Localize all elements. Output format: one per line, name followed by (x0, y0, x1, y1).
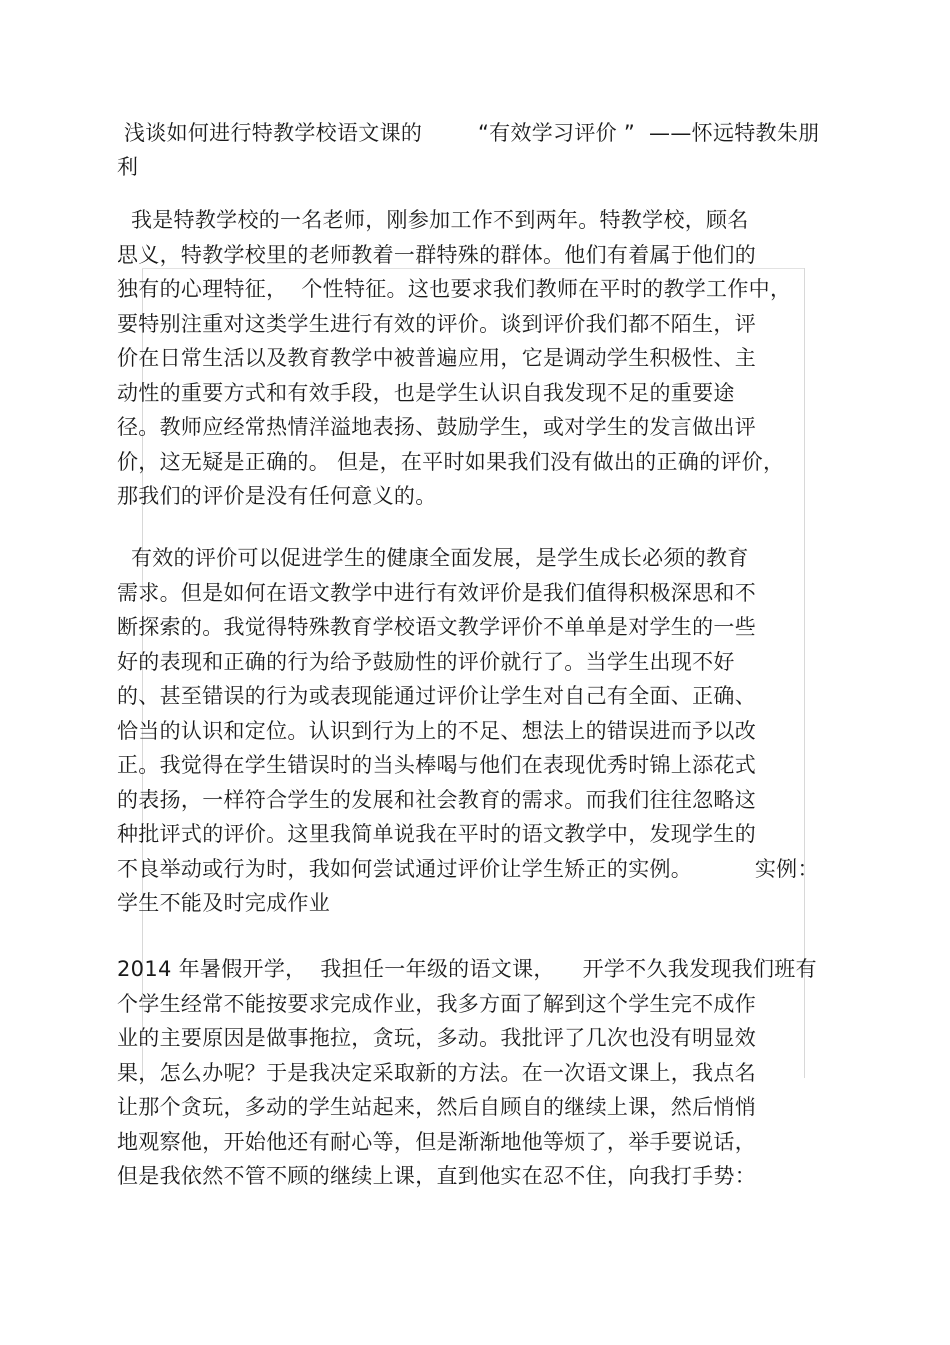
paragraph-line: 那我们的评价是没有任何意义的。 (117, 484, 437, 508)
paragraph-line: 价，这无疑是正确的。 但是，在平时如果我们没有做出的正确的评价， (117, 450, 785, 474)
paragraph-line: 地观察他，开始他还有耐心等，但是渐渐地他等烦了，举手要说话， (117, 1130, 756, 1154)
title-line: 浅谈如何进行特教学校语文课的 “有效学习评价 ” ——怀远特教朱朋 (117, 121, 820, 145)
paragraph-line: 独有的心理特征， 个性特征。这也要求我们教师在平时的教学工作中， (117, 277, 792, 301)
paragraph-line: 学生不能及时完成作业 (117, 891, 330, 915)
paragraph-line: 我是特教学校的一名老师，刚参加工作不到两年。特教学校，顾名 (117, 208, 749, 232)
paragraph-line: 2014 年暑假开学， 我担任一年级的语文课， 开学不久我发现我们班有 (117, 957, 817, 981)
paragraph-line: 不良举动或行为时，我如何尝试通过评价让学生矫正的实例。 实例： (117, 857, 819, 881)
paragraph-line: 让那个贪玩，多动的学生站起来，然后自顾自的继续上课，然后悄悄 (117, 1095, 756, 1119)
paragraph-line: 断探索的。我觉得特殊教育学校语文教学评价不单单是对学生的一些 (117, 615, 756, 639)
title-line: 利 (117, 155, 139, 179)
paragraph-line: 有效的评价可以促进学生的健康全面发展，是学生成长必须的教育 (117, 546, 749, 570)
paragraph-line: 业的主要原因是做事拖拉，贪玩，多动。我批评了几次也没有明显效 (117, 1026, 756, 1050)
paragraph-line: 种批评式的评价。这里我简单说我在平时的语文教学中，发现学生的 (117, 822, 756, 846)
paragraph-line: 好的表现和正确的行为给予鼓励性的评价就行了。当学生出现不好 (117, 650, 735, 674)
paragraph-line: 需求。但是如何在语文教学中进行有效评价是我们值得积极深思和不 (117, 581, 756, 605)
paragraph-line: 果，怎么办呢？于是我决定采取新的方法。在一次语文课上，我点名 (117, 1061, 756, 1085)
paragraph-line: 但是我依然不管不顾的继续上课，直到他实在忍不住，向我打手势： (117, 1164, 756, 1188)
paragraph-line: 价在日常生活以及教育教学中被普遍应用，它是调动学生积极性、主 (117, 346, 756, 370)
scan-frame-top (142, 268, 804, 269)
paragraph-line: 动性的重要方式和有效手段，也是学生认识自我发现不足的重要途 (117, 381, 735, 405)
paragraph-line: 的表扬，一样符合学生的发展和社会教育的需求。而我们往往忽略这 (117, 788, 756, 812)
paragraph-line: 个学生经常不能按要求完成作业，我多方面了解到这个学生完不成作 (117, 992, 756, 1016)
paragraph-line: 要特别注重对这类学生进行有效的评价。谈到评价我们都不陌生，评 (117, 312, 756, 336)
paragraph-line: 正。我觉得在学生错误时的当头棒喝与他们在表现优秀时锦上添花式 (117, 753, 756, 777)
paragraph-line: 思义，特教学校里的老师教着一群特殊的群体。他们有着属于他们的 (117, 243, 756, 267)
paragraph-line: 的、甚至错误的行为或表现能通过评价让学生对自己有全面、正确、 (117, 684, 756, 708)
paragraph-line: 径。教师应经常热情洋溢地表扬、鼓励学生，或对学生的发言做出评 (117, 415, 756, 439)
paragraph-line: 恰当的认识和定位。认识到行为上的不足、想法上的错误进而予以改 (117, 719, 756, 743)
